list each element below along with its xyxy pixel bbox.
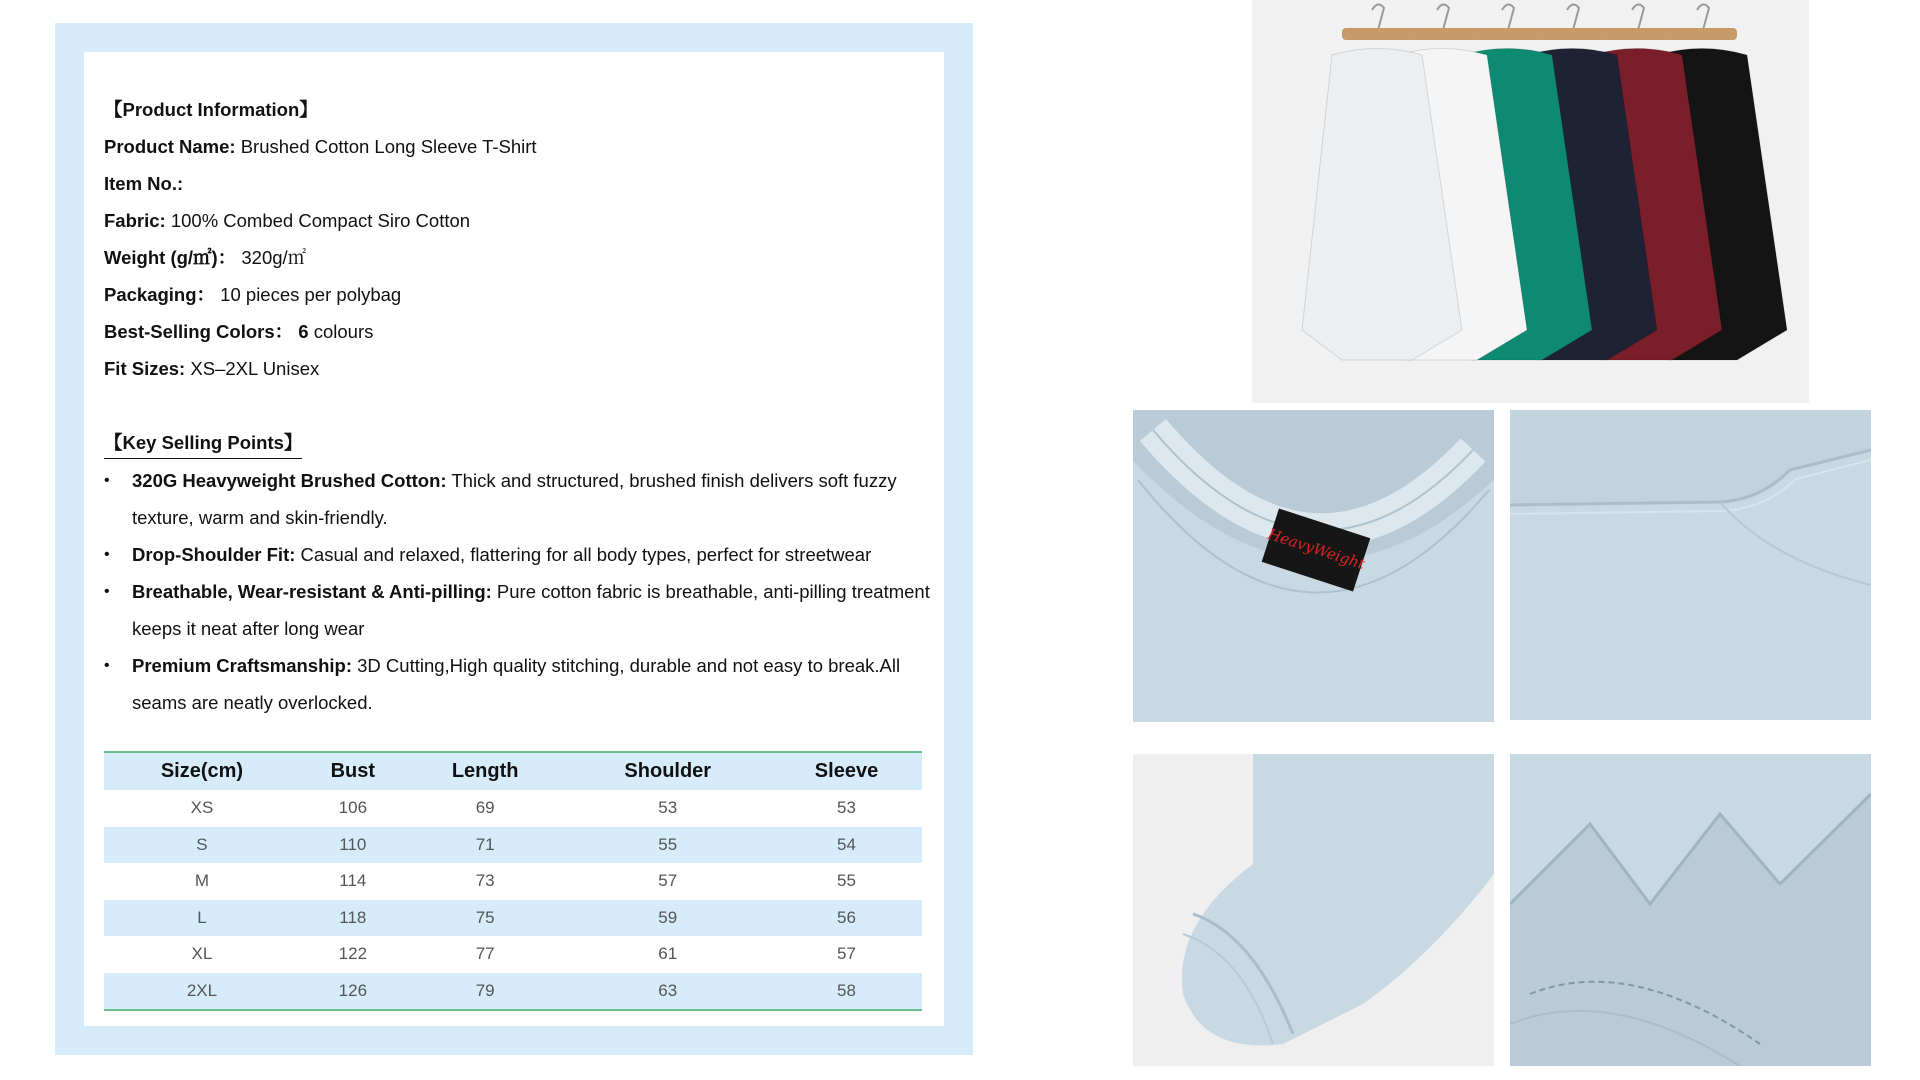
info-value: 320g/㎡: [236, 247, 307, 268]
table-cell: XL: [191, 944, 213, 964]
selling-point-item: [104, 647, 932, 721]
table-cell: 110: [300, 827, 406, 864]
product-info-heading: 【Product Information】: [104, 99, 318, 120]
table-cell: 126: [300, 973, 406, 1011]
table-cell: 61: [658, 944, 678, 964]
selling-point-text: Thick and structured, brushed finish delivers soft fuzzy texture, warm and skin-friendly.: [132, 470, 897, 528]
table-row: [104, 900, 922, 937]
info-label: Best-Selling Colors：: [104, 321, 294, 342]
product-photo-color-range: [1252, 0, 1809, 403]
table-cell: 79: [406, 973, 565, 1011]
detail-photo-hem-stitching: [1510, 754, 1871, 1066]
column-header: Size(cm): [104, 752, 300, 790]
table-cell: 63: [565, 973, 771, 1011]
brand-label-text: HeavyWeight: [1265, 524, 1368, 574]
column-header: Sleeve: [771, 752, 922, 790]
selling-points-heading: 【Key Selling Points】: [104, 428, 302, 459]
selling-point-title: 320G Heavyweight Brushed Cotton:: [132, 470, 447, 491]
info-value: XS–2XL Unisex: [185, 358, 320, 379]
info-value: colours: [308, 321, 374, 342]
selling-point-title: Breathable, Wear-resistant & Anti-pilling:: [132, 581, 492, 602]
info-label: Fit Sizes:: [104, 358, 186, 379]
info-row-packaging: [104, 276, 934, 313]
info-label: Product Name:: [104, 136, 236, 157]
table-cell: 55: [565, 827, 771, 864]
info-row-fabric: [104, 202, 934, 239]
table-cell: 106: [338, 798, 368, 818]
table-cell: 53: [658, 798, 678, 818]
table-cell: 122: [338, 944, 368, 964]
table-cell: 54: [771, 827, 922, 864]
column-header: Length: [406, 752, 565, 790]
info-label: Item No.:: [104, 173, 184, 194]
table-cell: 57: [658, 871, 678, 891]
table-cell: 75: [406, 900, 565, 937]
info-value: 100% Combed Compact Siro Cotton: [165, 210, 471, 231]
info-value: Brushed Cotton Long Sleeve T-Shirt: [235, 136, 537, 157]
table-cell: 58: [771, 973, 922, 1011]
detail-photo-collar: [1133, 410, 1494, 722]
selling-point-title: Drop-Shoulder Fit:: [132, 544, 296, 565]
table-row: [104, 790, 922, 827]
table-row: [104, 827, 922, 864]
info-value-count: 6: [293, 321, 309, 342]
table-cell: 114: [339, 871, 367, 891]
table-cell: S: [104, 827, 300, 864]
table-header-row: [104, 752, 922, 790]
table-cell: 77: [475, 944, 495, 964]
column-header: Shoulder: [565, 752, 771, 790]
table-cell: L: [104, 900, 300, 937]
table-cell: 57: [837, 944, 856, 964]
table-cell: 2XL: [104, 973, 300, 1011]
hanging-shirts-image: [1252, 0, 1809, 403]
info-label: Fabric:: [104, 210, 166, 231]
table-cell: 118: [300, 900, 406, 937]
selling-point-item: [104, 462, 932, 536]
table-row: [104, 863, 922, 900]
table-cell: M: [194, 871, 210, 891]
selling-point-item: [104, 536, 932, 573]
table-row: [104, 936, 922, 973]
table-cell: XS: [190, 798, 214, 818]
table-cell: 71: [406, 827, 565, 864]
info-row-item-no: [104, 165, 934, 202]
table-cell: 73: [475, 871, 495, 891]
selling-point-item: [104, 573, 932, 647]
table-cell: 59: [565, 900, 771, 937]
selling-point-text: 3D Cutting,High quality stitching, durable and not easy to break.All seams are neatly overlocked.: [132, 655, 901, 713]
table-cell: 69: [475, 798, 495, 818]
info-label: Packaging：: [104, 284, 216, 305]
selling-point-text: Casual and relaxed, flattering for all body types, perfect for streetwear: [295, 544, 872, 565]
info-row-weight: [104, 239, 934, 276]
table-cell: 55: [837, 871, 856, 891]
size-chart-table: [104, 751, 922, 1011]
info-row-fit-sizes: [104, 350, 934, 387]
table-cell: 53: [837, 798, 856, 818]
product-info-section: [104, 91, 934, 721]
table-row: [104, 973, 922, 1011]
column-header: Bust: [300, 752, 406, 790]
info-value: 10 pieces per polybag: [215, 284, 402, 305]
selling-point-text: Pure cotton fabric is breathable, anti-pilling treatment keeps it neat after long wear: [132, 581, 930, 639]
table-cell: 56: [771, 900, 922, 937]
selling-points-list: [104, 462, 934, 721]
detail-photo-shoulder-seam: [1510, 410, 1871, 720]
info-row-product-name: [104, 128, 934, 165]
detail-photo-cuff: [1133, 754, 1494, 1066]
info-label: Weight (g/㎡)：: [104, 247, 237, 268]
info-row-colors: [104, 313, 934, 350]
selling-point-title: Premium Craftsmanship:: [132, 655, 352, 676]
